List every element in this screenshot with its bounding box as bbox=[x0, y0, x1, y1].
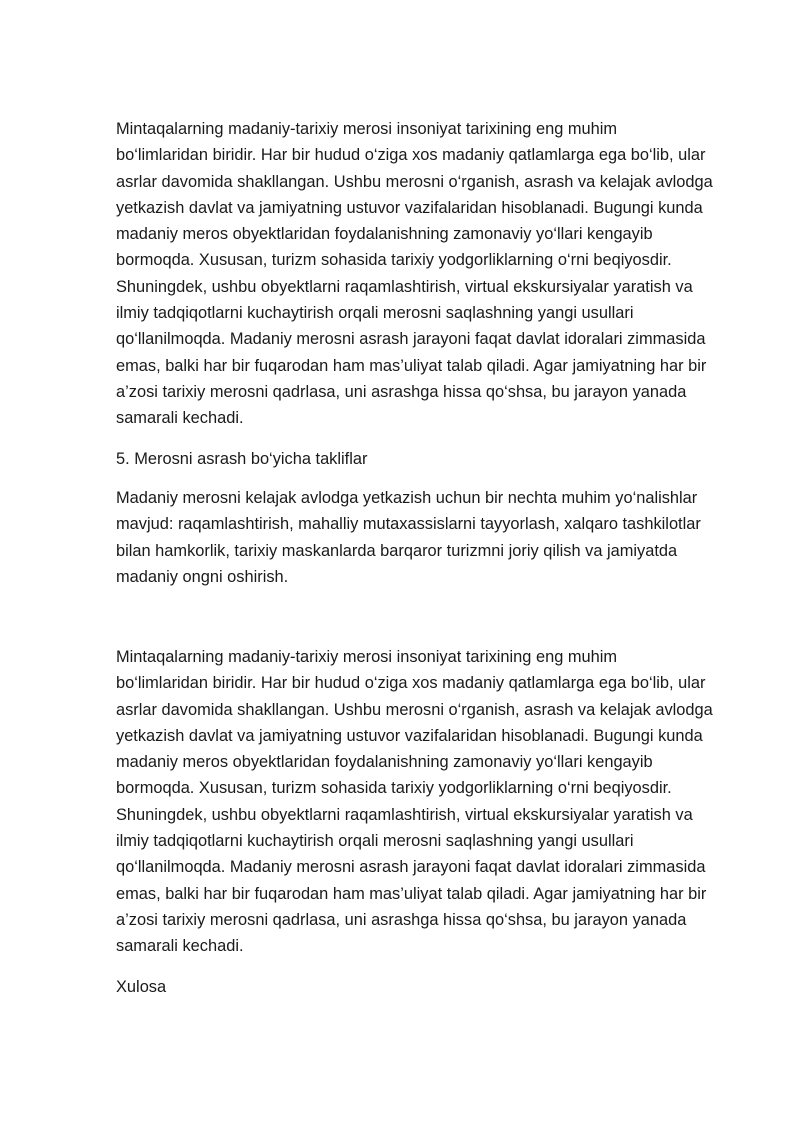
paragraph-line: a’zosi tarixiy merosni qadrlasa, uni asrashga hissa qo‘shsa, bu jarayon yanada bbox=[116, 382, 687, 401]
paragraph-line: Mintaqalarning madaniy-tarixiy merosi insoniyat tarixining eng muhim bbox=[116, 120, 618, 138]
paragraph-line: bormoqda. Xususan, turizm sohasida tarixiy yodgorliklarning o‘rni beqiyosdir. bbox=[116, 251, 672, 270]
paragraph-line: madaniy meros obyektlaridan foydalanishning zamonaviy yo‘llari kengayib bbox=[116, 753, 653, 772]
paragraph-line: asrlar davomida shakllangan. Ushbu merosni o‘rganish, asrash va kelajak avlodga bbox=[116, 172, 713, 191]
body-paragraph-1 bbox=[116, 116, 756, 432]
paragraph-line: bo‘limlaridan biridir. Har bir hudud o‘ziga xos madaniy qatlamlarga ega bo‘lib, ular bbox=[116, 674, 706, 693]
paragraph-line: samarali kechadi. bbox=[116, 409, 244, 428]
paragraph-line: qo‘llanilmoqda. Madaniy merosni asrash jarayoni faqat davlat idoralari zimmasida bbox=[116, 330, 706, 349]
paragraph-line: bo‘limlaridan biridir. Har bir hudud o‘ziga xos madaniy qatlamlarga ega bo‘lib, ular bbox=[116, 146, 706, 165]
paragraph-line: Madaniy merosni kelajak avlodga yetkazish uchun bir nechta muhim yo‘nalishlar bbox=[116, 489, 698, 507]
paragraph-line: yetkazish davlat va jamiyatning ustuvor vazifalaridan hisoblanadi. Bugungi kunda bbox=[116, 726, 703, 745]
paragraph-line: qo‘llanilmoqda. Madaniy merosni asrash jarayoni faqat davlat idoralari zimmasida bbox=[116, 858, 706, 877]
paragraph-line: madaniy meros obyektlaridan foydalanishning zamonaviy yo‘llari kengayib bbox=[116, 225, 653, 244]
paragraph-line: madaniy ongni oshirish. bbox=[116, 567, 289, 586]
paragraph-line: samarali kechadi. bbox=[116, 937, 244, 956]
paragraph-line: ilmiy tadqiqotlarni kuchaytirish orqali merosni saqlashning yangi usullari bbox=[116, 832, 634, 851]
paragraph-line: emas, balki har bir fuqarodan ham mas’uliyat talab qiladi. Agar jamiyatning har bir bbox=[116, 884, 707, 903]
paragraph-line: bormoqda. Xususan, turizm sohasida tarixiy yodgorliklarning o‘rni beqiyosdir. bbox=[116, 779, 672, 798]
paragraph-line: asrlar davomida shakllangan. Ushbu merosni o‘rganish, asrash va kelajak avlodga bbox=[116, 700, 713, 719]
paragraph-line: Mintaqalarning madaniy-tarixiy merosi insoniyat tarixining eng muhim bbox=[116, 648, 618, 666]
section-heading-xulosa bbox=[116, 974, 756, 1000]
paragraph-line: emas, balki har bir fuqarodan ham mas’uliyat talab qiladi. Agar jamiyatning har bir bbox=[116, 356, 707, 375]
paragraph-line: mavjud: raqamlashtirish, mahalliy mutaxassislarni tayyorlash, xalqaro tashkilotlar bbox=[116, 515, 701, 534]
paragraph-line: ilmiy tadqiqotlarni kuchaytirish orqali merosni saqlashning yangi usullari bbox=[116, 304, 634, 323]
heading-text: Xulosa bbox=[116, 978, 167, 996]
section-heading-5 bbox=[116, 446, 756, 472]
body-paragraph-3 bbox=[116, 644, 756, 960]
heading-text: 5. Merosni asrash bo‘yicha takliflar bbox=[116, 450, 368, 468]
paragraph-line: a’zosi tarixiy merosni qadrlasa, uni asrashga hissa qo‘shsa, bu jarayon yanada bbox=[116, 910, 687, 929]
paragraph-line: Shuningdek, ushbu obyektlarni raqamlashtirish, virtual ekskursiyalar yaratish va bbox=[116, 277, 693, 296]
paragraph-line: bilan hamkorlik, tarixiy maskanlarda barqaror turizmni joriy qilish va jamiyatda bbox=[116, 541, 678, 560]
paragraph-line: Shuningdek, ushbu obyektlarni raqamlashtirish, virtual ekskursiyalar yaratish va bbox=[116, 805, 693, 824]
paragraph-line: yetkazish davlat va jamiyatning ustuvor vazifalaridan hisoblanadi. Bugungi kunda bbox=[116, 198, 703, 217]
body-paragraph-2 bbox=[116, 485, 756, 590]
